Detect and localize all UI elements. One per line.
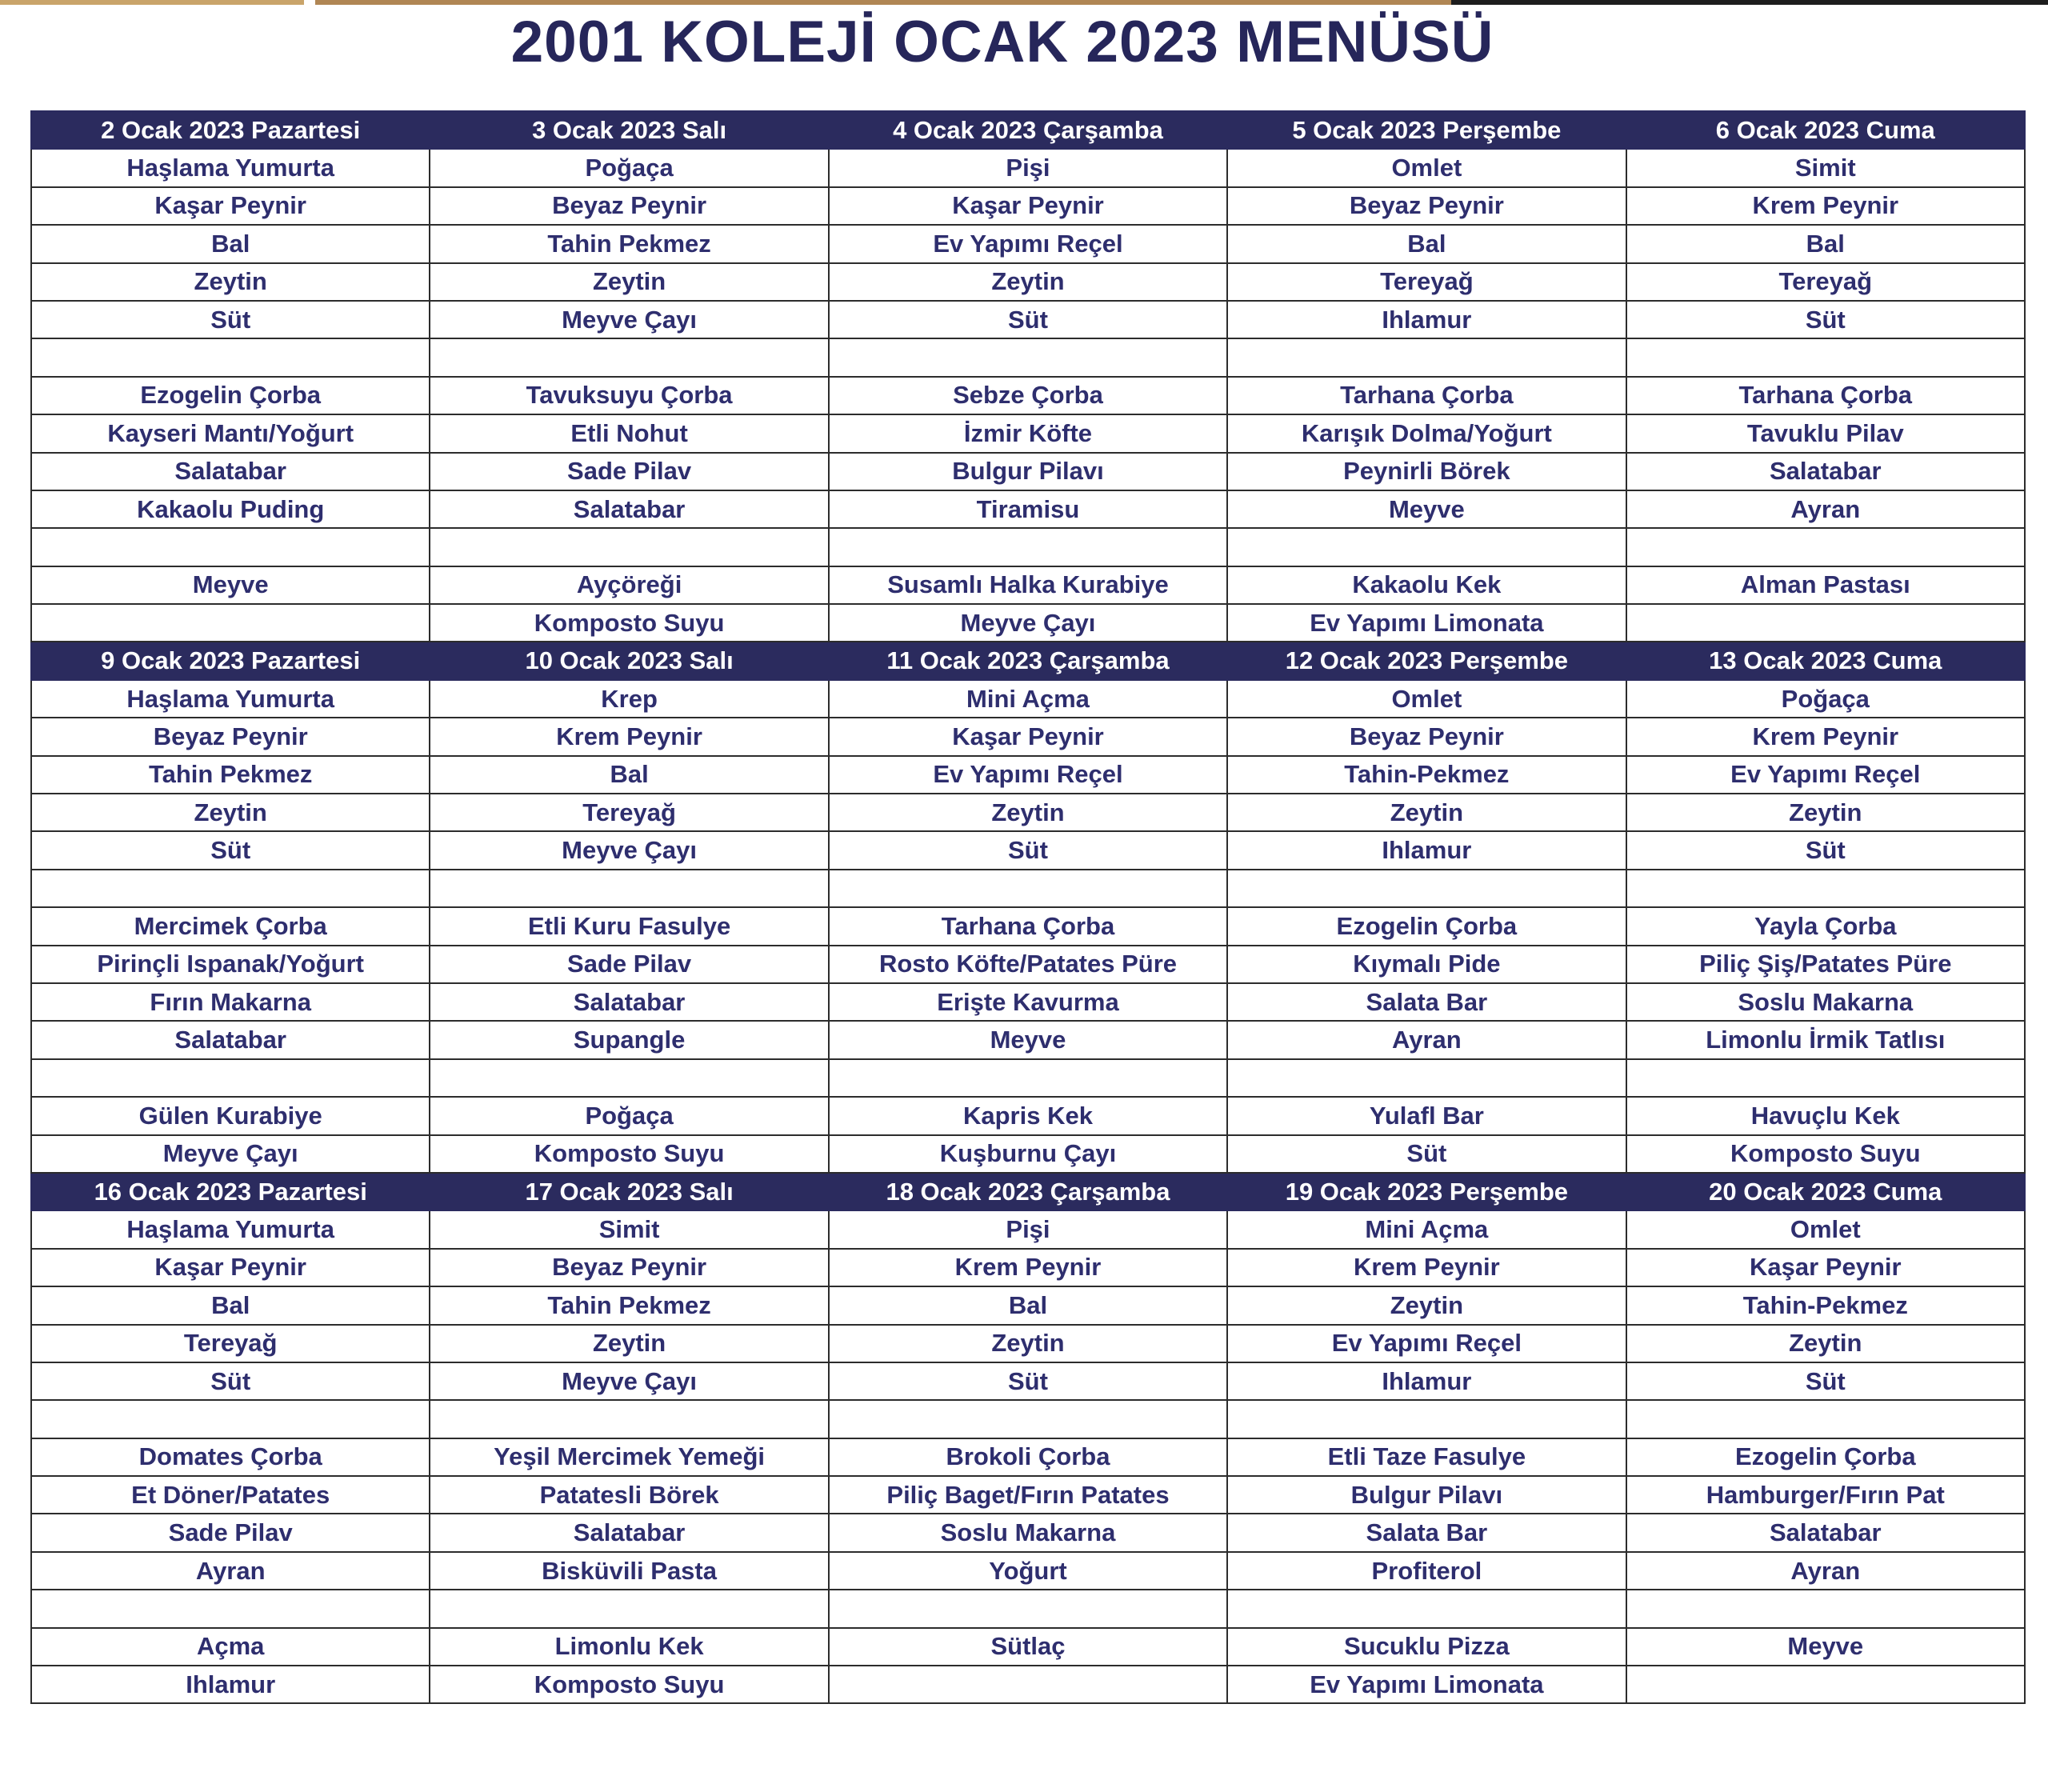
menu-item-cell: Karışık Dolma/Yoğurt bbox=[1227, 414, 1626, 452]
menu-item-cell: Zeytin bbox=[1227, 1286, 1626, 1324]
menu-item-cell bbox=[31, 870, 430, 907]
day-header: 4 Ocak 2023 Çarşamba bbox=[829, 111, 1227, 149]
menu-item-cell: Bal bbox=[1227, 225, 1626, 262]
menu-item-cell: Ayran bbox=[31, 1552, 430, 1590]
menu-item-cell: Patatesli Börek bbox=[430, 1476, 828, 1514]
menu-item-cell: Limonlu İrmik Tatlısı bbox=[1626, 1021, 2025, 1058]
menu-row bbox=[31, 338, 2025, 376]
week-header-row bbox=[31, 1173, 2025, 1210]
menu-item-cell: Meyve bbox=[1227, 490, 1626, 528]
menu-item-cell: Tarhana Çorba bbox=[829, 907, 1227, 945]
menu-row bbox=[31, 1097, 2025, 1134]
menu-item-cell: Krem Peynir bbox=[1626, 718, 2025, 755]
menu-item-cell: Rosto Köfte/Patates Püre bbox=[829, 946, 1227, 983]
day-header: 2 Ocak 2023 Pazartesi bbox=[31, 111, 430, 149]
menu-item-cell: Meyve Çayı bbox=[31, 1135, 430, 1173]
menu-item-cell: Beyaz Peynir bbox=[1227, 187, 1626, 225]
menu-row bbox=[31, 377, 2025, 414]
menu-item-cell: Süt bbox=[1626, 1362, 2025, 1400]
menu-item-cell: Haşlama Yumurta bbox=[31, 680, 430, 718]
menu-item-cell: Ezogelin Çorba bbox=[31, 377, 430, 414]
top-image-strip bbox=[0, 0, 2048, 5]
day-header: 6 Ocak 2023 Cuma bbox=[1626, 111, 2025, 149]
menu-item-cell: Bisküvili Pasta bbox=[430, 1552, 828, 1590]
menu-row bbox=[31, 604, 2025, 642]
menu-item-cell: Bal bbox=[430, 756, 828, 794]
menu-item-cell: Piliç Şiş/Patates Püre bbox=[1626, 946, 2025, 983]
menu-item-cell: Tereyağ bbox=[430, 794, 828, 831]
menu-item-cell: Tiramisu bbox=[829, 490, 1227, 528]
menu-item-cell bbox=[829, 528, 1227, 566]
menu-item-cell: Bal bbox=[31, 225, 430, 262]
menu-item-cell: Bulgur Pilavı bbox=[829, 453, 1227, 490]
menu-item-cell: Et Döner/Patates bbox=[31, 1476, 430, 1514]
menu-item-cell: Bal bbox=[1626, 225, 2025, 262]
menu-item-cell: Komposto Suyu bbox=[430, 1666, 828, 1703]
menu-item-cell: Alman Pastası bbox=[1626, 566, 2025, 604]
menu-item-cell: Piliç Baget/Fırın Patates bbox=[829, 1476, 1227, 1514]
menu-item-cell: Kıymalı Pide bbox=[1227, 946, 1626, 983]
menu-item-cell: Kaşar Peynir bbox=[31, 187, 430, 225]
menu-item-cell: Beyaz Peynir bbox=[31, 718, 430, 755]
menu-item-cell: Yoğurt bbox=[829, 1552, 1227, 1590]
menu-item-cell: Mini Açma bbox=[829, 680, 1227, 718]
menu-item-cell: Tarhana Çorba bbox=[1626, 377, 2025, 414]
week-header-row bbox=[31, 111, 2025, 149]
menu-row bbox=[31, 263, 2025, 301]
menu-item-cell: Krep bbox=[430, 680, 828, 718]
menu-item-cell: Salata Bar bbox=[1227, 983, 1626, 1021]
menu-item-cell: Sade Pilav bbox=[31, 1514, 430, 1551]
day-header: 11 Ocak 2023 Çarşamba bbox=[829, 642, 1227, 679]
menu-item-cell: Ihlamur bbox=[1227, 301, 1626, 338]
menu-item-cell: Ev Yapımı Limonata bbox=[1227, 604, 1626, 642]
day-header: 20 Ocak 2023 Cuma bbox=[1626, 1173, 2025, 1210]
menu-item-cell bbox=[829, 1059, 1227, 1097]
menu-item-cell: Krem Peynir bbox=[430, 718, 828, 755]
menu-item-cell: Salatabar bbox=[430, 1514, 828, 1551]
menu-item-cell bbox=[1626, 1059, 2025, 1097]
menu-item-cell: Salatabar bbox=[430, 490, 828, 528]
menu-item-cell: Sütlaç bbox=[829, 1628, 1227, 1666]
menu-item-cell: Salata Bar bbox=[1227, 1514, 1626, 1551]
menu-item-cell: Simit bbox=[430, 1210, 828, 1248]
menu-item-cell: Peynirli Börek bbox=[1227, 453, 1626, 490]
menu-item-cell: Hamburger/Fırın Pat bbox=[1626, 1476, 2025, 1514]
menu-item-cell: Pişi bbox=[829, 1210, 1227, 1248]
day-header: 13 Ocak 2023 Cuma bbox=[1626, 642, 2025, 679]
menu-item-cell bbox=[829, 870, 1227, 907]
menu-item-cell: Etli Nohut bbox=[430, 414, 828, 452]
menu-item-cell: Sade Pilav bbox=[430, 946, 828, 983]
menu-item-cell: Ev Yapımı Limonata bbox=[1227, 1666, 1626, 1703]
menu-item-cell: Haşlama Yumurta bbox=[31, 1210, 430, 1248]
menu-item-cell: Kuşburnu Çayı bbox=[829, 1135, 1227, 1173]
menu-row bbox=[31, 1059, 2025, 1097]
menu-item-cell: Susamlı Halka Kurabiye bbox=[829, 566, 1227, 604]
menu-item-cell bbox=[430, 1590, 828, 1627]
menu-item-cell: Etli Taze Fasulye bbox=[1227, 1438, 1626, 1476]
menu-item-cell: Poğaça bbox=[430, 1097, 828, 1134]
menu-row bbox=[31, 566, 2025, 604]
menu-item-cell: Zeytin bbox=[829, 1325, 1227, 1362]
menu-item-cell bbox=[430, 1059, 828, 1097]
menu-row bbox=[31, 1249, 2025, 1286]
menu-item-cell bbox=[31, 1590, 430, 1627]
menu-item-cell: Zeytin bbox=[430, 1325, 828, 1362]
menu-item-cell: Süt bbox=[829, 1362, 1227, 1400]
menu-item-cell bbox=[1626, 528, 2025, 566]
menu-item-cell: Ayran bbox=[1626, 490, 2025, 528]
menu-item-cell: Ayran bbox=[1227, 1021, 1626, 1058]
menu-row bbox=[31, 870, 2025, 907]
menu-item-cell: Limonlu Kek bbox=[430, 1628, 828, 1666]
menu-item-cell bbox=[1227, 1400, 1626, 1438]
menu-row bbox=[31, 1552, 2025, 1590]
menu-item-cell: Soslu Makarna bbox=[829, 1514, 1227, 1551]
menu-item-cell: Ev Yapımı Reçel bbox=[1227, 1325, 1626, 1362]
menu-item-cell: Yeşil Mercimek Yemeği bbox=[430, 1438, 828, 1476]
menu-item-cell: Komposto Suyu bbox=[430, 1135, 828, 1173]
menu-item-cell: Krem Peynir bbox=[1626, 187, 2025, 225]
menu-item-cell: Tavuksuyu Çorba bbox=[430, 377, 828, 414]
menu-item-cell: Ev Yapımı Reçel bbox=[1626, 756, 2025, 794]
menu-item-cell: Kakaolu Puding bbox=[31, 490, 430, 528]
menu-item-cell: Salatabar bbox=[1626, 453, 2025, 490]
menu-item-cell: Kapris Kek bbox=[829, 1097, 1227, 1134]
menu-row bbox=[31, 983, 2025, 1021]
menu-item-cell bbox=[430, 528, 828, 566]
day-header: 16 Ocak 2023 Pazartesi bbox=[31, 1173, 430, 1210]
menu-item-cell bbox=[1227, 870, 1626, 907]
menu-item-cell bbox=[430, 338, 828, 376]
menu-item-cell: Ev Yapımı Reçel bbox=[829, 225, 1227, 262]
menu-item-cell bbox=[829, 1666, 1227, 1703]
menu-item-cell: Mini Açma bbox=[1227, 1210, 1626, 1248]
menu-item-cell: Komposto Suyu bbox=[1626, 1135, 2025, 1173]
menu-item-cell: Sebze Çorba bbox=[829, 377, 1227, 414]
menu-row bbox=[31, 756, 2025, 794]
menu-item-cell: Zeytin bbox=[31, 263, 430, 301]
menu-item-cell: Süt bbox=[31, 301, 430, 338]
menu-item-cell bbox=[829, 338, 1227, 376]
menu-item-cell bbox=[1227, 1590, 1626, 1627]
menu-item-cell: Ihlamur bbox=[1227, 831, 1626, 869]
menu-item-cell: Kaşar Peynir bbox=[31, 1249, 430, 1286]
menu-item-cell: Zeytin bbox=[430, 263, 828, 301]
menu-item-cell bbox=[31, 528, 430, 566]
menu-row bbox=[31, 1476, 2025, 1514]
menu-row bbox=[31, 1438, 2025, 1476]
menu-item-cell bbox=[1626, 870, 2025, 907]
menu-item-cell: Beyaz Peynir bbox=[430, 1249, 828, 1286]
menu-item-cell: Soslu Makarna bbox=[1626, 983, 2025, 1021]
menu-item-cell: Omlet bbox=[1227, 149, 1626, 186]
menu-item-cell: Ezogelin Çorba bbox=[1626, 1438, 2025, 1476]
menu-item-cell: Süt bbox=[1626, 831, 2025, 869]
menu-item-cell: Süt bbox=[829, 831, 1227, 869]
menu-item-cell: Komposto Suyu bbox=[430, 604, 828, 642]
menu-item-cell: Zeytin bbox=[829, 263, 1227, 301]
menu-item-cell bbox=[1227, 338, 1626, 376]
menu-item-cell: Sucuklu Pizza bbox=[1227, 1628, 1626, 1666]
menu-item-cell: Salatabar bbox=[31, 453, 430, 490]
menu-item-cell: Poğaça bbox=[1626, 680, 2025, 718]
menu-item-cell: Tarhana Çorba bbox=[1227, 377, 1626, 414]
menu-item-cell: Beyaz Peynir bbox=[430, 187, 828, 225]
menu-item-cell: Fırın Makarna bbox=[31, 983, 430, 1021]
menu-item-cell bbox=[829, 1590, 1227, 1627]
menu-row bbox=[31, 680, 2025, 718]
menu-item-cell: Tahin-Pekmez bbox=[1626, 1286, 2025, 1324]
menu-item-cell: Salatabar bbox=[1626, 1514, 2025, 1551]
menu-item-cell: Salatabar bbox=[31, 1021, 430, 1058]
menu-row bbox=[31, 149, 2025, 186]
menu-row bbox=[31, 453, 2025, 490]
menu-item-cell: Tereyağ bbox=[31, 1325, 430, 1362]
menu-row bbox=[31, 831, 2025, 869]
menu-item-cell: Profiterol bbox=[1227, 1552, 1626, 1590]
menu-item-cell: Simit bbox=[1626, 149, 2025, 186]
day-header: 18 Ocak 2023 Çarşamba bbox=[829, 1173, 1227, 1210]
menu-row bbox=[31, 1400, 2025, 1438]
menu-item-cell: Tahin Pekmez bbox=[430, 225, 828, 262]
menu-item-cell: Zeytin bbox=[829, 794, 1227, 831]
menu-item-cell bbox=[1626, 338, 2025, 376]
menu-item-cell: İzmir Köfte bbox=[829, 414, 1227, 452]
menu-item-cell bbox=[31, 1400, 430, 1438]
day-header: 12 Ocak 2023 Perşembe bbox=[1227, 642, 1626, 679]
menu-item-cell: Yulafl Bar bbox=[1227, 1097, 1626, 1134]
menu-item-cell bbox=[1227, 1059, 1626, 1097]
menu-item-cell: Erişte Kavurma bbox=[829, 983, 1227, 1021]
day-header: 9 Ocak 2023 Pazartesi bbox=[31, 642, 430, 679]
menu-item-cell: Krem Peynir bbox=[1227, 1249, 1626, 1286]
menu-item-cell: Gülen Kurabiye bbox=[31, 1097, 430, 1134]
menu-item-cell: Etli Kuru Fasulye bbox=[430, 907, 828, 945]
menu-row bbox=[31, 1286, 2025, 1324]
menu-item-cell: Meyve Çayı bbox=[430, 301, 828, 338]
menu-row bbox=[31, 1514, 2025, 1551]
menu-row bbox=[31, 528, 2025, 566]
menu-item-cell: Ayçöreği bbox=[430, 566, 828, 604]
menu-row bbox=[31, 187, 2025, 225]
menu-row bbox=[31, 1362, 2025, 1400]
menu-item-cell: Omlet bbox=[1626, 1210, 2025, 1248]
menu-item-cell: Ezogelin Çorba bbox=[1227, 907, 1626, 945]
menu-item-cell: Haşlama Yumurta bbox=[31, 149, 430, 186]
menu-row bbox=[31, 1666, 2025, 1703]
menu-item-cell bbox=[430, 1400, 828, 1438]
menu-item-cell: Tahin-Pekmez bbox=[1227, 756, 1626, 794]
menu-item-cell: Supangle bbox=[430, 1021, 828, 1058]
menu-item-cell: Süt bbox=[1227, 1135, 1626, 1173]
menu-item-cell: Süt bbox=[31, 1362, 430, 1400]
menu-item-cell bbox=[1626, 1400, 2025, 1438]
menu-item-cell: Poğaça bbox=[430, 149, 828, 186]
menu-item-cell bbox=[1626, 1666, 2025, 1703]
menu-item-cell: Kaşar Peynir bbox=[829, 718, 1227, 755]
menu-row bbox=[31, 490, 2025, 528]
menu-row bbox=[31, 946, 2025, 983]
day-header: 5 Ocak 2023 Perşembe bbox=[1227, 111, 1626, 149]
menu-item-cell bbox=[31, 1059, 430, 1097]
menu-row bbox=[31, 1590, 2025, 1627]
menu-item-cell: Beyaz Peynir bbox=[1227, 718, 1626, 755]
menu-item-cell: Kaşar Peynir bbox=[1626, 1249, 2025, 1286]
menu-item-cell: Sade Pilav bbox=[430, 453, 828, 490]
menu-item-cell: Kakaolu Kek bbox=[1227, 566, 1626, 604]
menu-item-cell bbox=[829, 1400, 1227, 1438]
menu-item-cell: Süt bbox=[31, 831, 430, 869]
menu-item-cell: Pirinçli Ispanak/Yoğurt bbox=[31, 946, 430, 983]
menu-item-cell bbox=[1626, 1590, 2025, 1627]
menu-item-cell: Meyve bbox=[31, 566, 430, 604]
menu-item-cell: Ayran bbox=[1626, 1552, 2025, 1590]
menu-row bbox=[31, 1325, 2025, 1362]
menu-row bbox=[31, 1135, 2025, 1173]
menu-item-cell: Tereyağ bbox=[1227, 263, 1626, 301]
menu-item-cell bbox=[31, 338, 430, 376]
menu-item-cell: Meyve Çayı bbox=[430, 1362, 828, 1400]
menu-row bbox=[31, 225, 2025, 262]
menu-item-cell: Meyve bbox=[829, 1021, 1227, 1058]
menu-row bbox=[31, 907, 2025, 945]
day-header: 3 Ocak 2023 Salı bbox=[430, 111, 828, 149]
page-title: 2001 KOLEJİ OCAK 2023 MENÜSÜ bbox=[510, 10, 1494, 74]
menu-item-cell: Bulgur Pilavı bbox=[1227, 1476, 1626, 1514]
menu-row bbox=[31, 1021, 2025, 1058]
menu-item-cell: Pişi bbox=[829, 149, 1227, 186]
menu-item-cell: Salatabar bbox=[430, 983, 828, 1021]
menu-item-cell: Açma bbox=[31, 1628, 430, 1666]
menu-item-cell: Meyve bbox=[1626, 1628, 2025, 1666]
day-header: 19 Ocak 2023 Perşembe bbox=[1227, 1173, 1626, 1210]
menu-row bbox=[31, 301, 2025, 338]
menu-item-cell: Havuçlu Kek bbox=[1626, 1097, 2025, 1134]
day-header: 17 Ocak 2023 Salı bbox=[430, 1173, 828, 1210]
day-header: 10 Ocak 2023 Salı bbox=[430, 642, 828, 679]
menu-item-cell: Meyve Çayı bbox=[430, 831, 828, 869]
menu-item-cell: Mercimek Çorba bbox=[31, 907, 430, 945]
menu-item-cell bbox=[1227, 528, 1626, 566]
menu-item-cell: Ihlamur bbox=[1227, 1362, 1626, 1400]
menu-item-cell: Kaşar Peynir bbox=[829, 187, 1227, 225]
menu-item-cell bbox=[430, 870, 828, 907]
menu-row bbox=[31, 1210, 2025, 1248]
menu-item-cell: Tavuklu Pilav bbox=[1626, 414, 2025, 452]
menu-item-cell: Ev Yapımı Reçel bbox=[829, 756, 1227, 794]
menu-row bbox=[31, 1628, 2025, 1666]
menu-item-cell: Zeytin bbox=[1227, 794, 1626, 831]
menu-item-cell: Brokoli Çorba bbox=[829, 1438, 1227, 1476]
menu-item-cell: Süt bbox=[1626, 301, 2025, 338]
menu-item-cell: Domates Çorba bbox=[31, 1438, 430, 1476]
menu-row bbox=[31, 414, 2025, 452]
menu-item-cell: Meyve Çayı bbox=[829, 604, 1227, 642]
menu-item-cell: Tahin Pekmez bbox=[31, 756, 430, 794]
menu-item-cell: Zeytin bbox=[1626, 794, 2025, 831]
menu-item-cell: Zeytin bbox=[1626, 1325, 2025, 1362]
menu-item-cell: Krem Peynir bbox=[829, 1249, 1227, 1286]
menu-item-cell: Süt bbox=[829, 301, 1227, 338]
menu-row bbox=[31, 718, 2025, 755]
menu-item-cell: Bal bbox=[31, 1286, 430, 1324]
week-header-row bbox=[31, 642, 2025, 679]
menu-item-cell: Tereyağ bbox=[1626, 263, 2025, 301]
menu-item-cell: Kayseri Mantı/Yoğurt bbox=[31, 414, 430, 452]
menu-item-cell: Ihlamur bbox=[31, 1666, 430, 1703]
menu-item-cell bbox=[31, 604, 430, 642]
menu-item-cell: Zeytin bbox=[31, 794, 430, 831]
menu-item-cell: Tahin Pekmez bbox=[430, 1286, 828, 1324]
menu-item-cell: Yayla Çorba bbox=[1626, 907, 2025, 945]
menu-item-cell bbox=[1626, 604, 2025, 642]
menu-row bbox=[31, 794, 2025, 831]
menu-table bbox=[30, 110, 2026, 1704]
menu-item-cell: Omlet bbox=[1227, 680, 1626, 718]
menu-item-cell: Bal bbox=[829, 1286, 1227, 1324]
